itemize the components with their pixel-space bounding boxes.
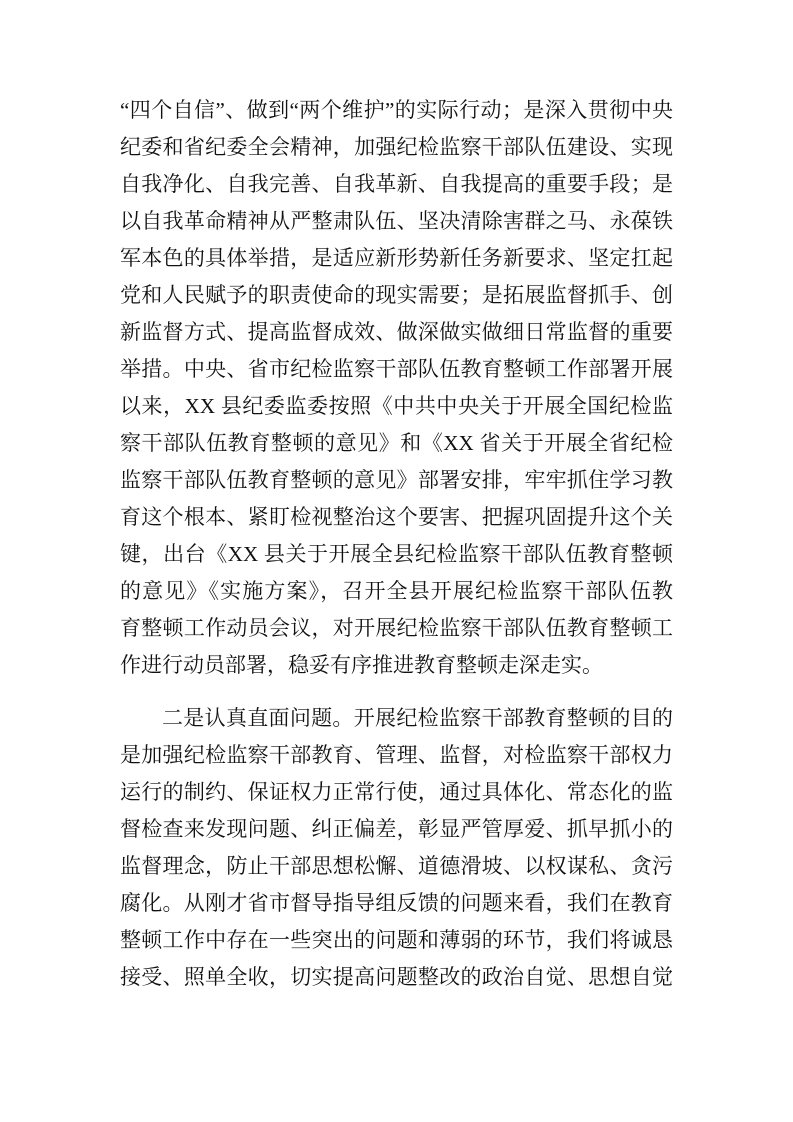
paragraph-2 [120, 700, 673, 996]
text-line: 作进行动员部署，稳妥有序推进教育整顿走深走实。 [120, 653, 603, 677]
text-line: 以自我革命精神从严整肃队伍、坚决清除害群之马、永葆铁 [120, 209, 673, 233]
text-line: 接受、照单全收，切实提高问题整改的政治自觉、思想自觉 [120, 965, 673, 989]
text-line: 腐化。从刚才省市督导指导组反馈的问题来看，我们在教育 [120, 891, 673, 915]
paragraph-1 [120, 92, 673, 684]
text-line: 以来，XX 县纪委监委按照《中共中央关于开展全国纪检监 [120, 394, 673, 418]
text-line: 的意见》《实施方案》，召开全县开展纪检监察干部队伍教 [120, 579, 673, 603]
text-line: 监察干部队伍教育整顿的意见》部署安排，牢牢抓住学习教 [120, 468, 673, 492]
text-line: 军本色的具体举措，是适应新形势新任务新要求、坚定扛起 [120, 246, 673, 270]
text-line: 育整顿工作动员会议，对开展纪检监察干部队伍教育整顿工 [120, 616, 673, 640]
text-line: 督检查来发现问题、纠正偏差，彰显严管厚爱、抓早抓小的 [120, 817, 673, 841]
text-line: 举措。中央、省市纪检监察干部队伍教育整顿工作部署开展 [120, 357, 673, 381]
text-line: “四个自信”、做到“两个维护”的实际行动；是深入贯彻中央 [120, 98, 673, 122]
text-line: 自我净化、自我完善、自我革新、自我提高的重要手段；是 [120, 172, 673, 196]
text-line: 键，出台《XX 县关于开展全县纪检监察干部队伍教育整顿 [120, 542, 673, 566]
text-line: 纪委和省纪委全会精神，加强纪检监察干部队伍建设、实现 [120, 135, 673, 159]
text-line: 整顿工作中存在一些突出的问题和薄弱的环节，我们将诚恳 [120, 928, 673, 952]
text-line: 党和人民赋予的职责使命的现实需要；是拓展监督抓手、创 [120, 283, 673, 307]
text-line: 育这个根本、紧盯检视整治这个要害、把握巩固提升这个关 [120, 505, 673, 529]
text-line: 二是认真直面问题。开展纪检监察干部教育整顿的目的 [162, 706, 673, 730]
text-line: 监督理念，防止干部思想松懈、道德滑坡、以权谋私、贪污 [120, 854, 673, 878]
text-line: 察干部队伍教育整顿的意见》和《XX 省关于开展全省纪检 [120, 431, 673, 455]
text-line: 是加强纪检监察干部教育、管理、监督，对检监察干部权力 [120, 743, 673, 767]
text-line: 运行的制约、保证权力正常行使，通过具体化、常态化的监 [120, 780, 673, 804]
text-line: 新监督方式、提高监督成效、做深做实做细日常监督的重要 [120, 320, 673, 344]
